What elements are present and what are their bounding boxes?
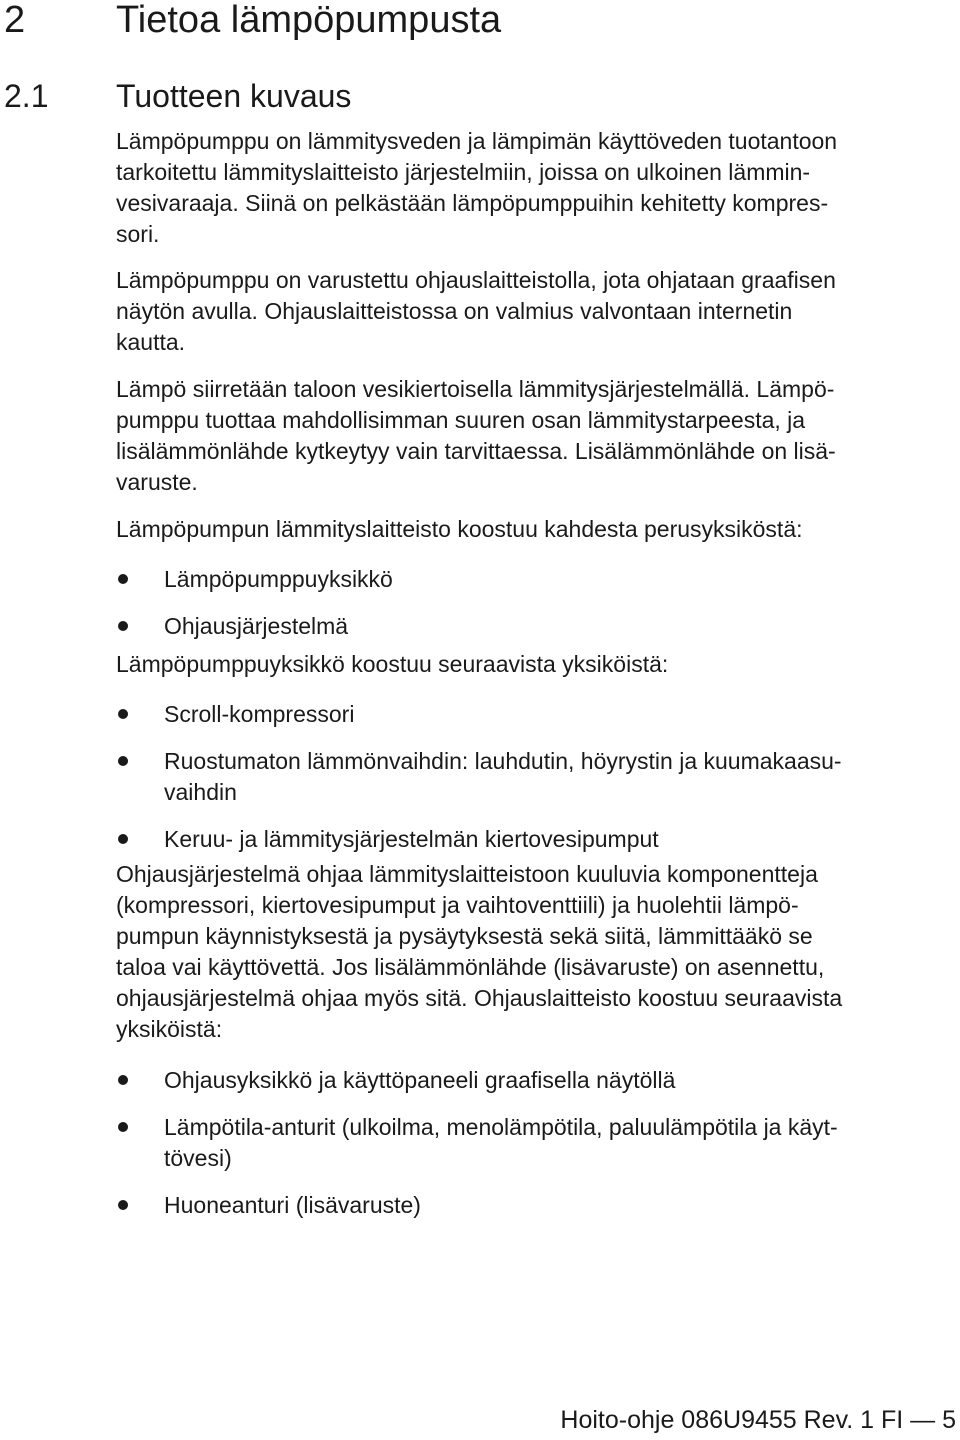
list-item-text: Lämpötila-anturit (ulkoilma, menolämpötila, paluulämpötila ja käyt-	[164, 1114, 838, 1140]
section-heading	[4, 76, 351, 116]
list-item-text: Lämpöpumppuyksikkö	[164, 566, 393, 592]
paragraph-line: kautta.	[116, 329, 186, 355]
bullet-icon	[118, 834, 128, 844]
paragraph-line: tarkoitettu lämmityslaitteisto järjestelmiin, joissa on ulkoinen lämmin-	[116, 159, 811, 185]
bullet-icon	[118, 1075, 128, 1085]
paragraph-line: Ohjausjärjestelmä ohjaa lämmityslaitteistoon kuuluvia komponentteja	[116, 861, 818, 887]
paragraph-line: pumppu tuottaa mahdollisimman suuren osan lämmitystarpeesta, ja	[116, 407, 806, 433]
list-item-text: vaihdin	[164, 779, 237, 805]
paragraph-control-system	[116, 859, 956, 1045]
list-item-text: Ohjausjärjestelmä	[164, 613, 349, 639]
control-equipment-components-list	[116, 1065, 956, 1237]
list-item	[116, 1112, 956, 1174]
main-units-list	[116, 564, 956, 658]
heat-pump-unit-components-list	[116, 699, 956, 871]
list-item	[116, 611, 956, 642]
paragraph-main-units-intro	[116, 514, 956, 545]
list-item	[116, 1190, 956, 1221]
paragraph-product-description	[116, 126, 956, 250]
list-item	[116, 824, 956, 855]
list-item-text: Huoneanturi (lisävaruste)	[164, 1192, 421, 1218]
paragraph-line: Lämpöpumppuyksikkö koostuu seuraavista yksiköistä:	[116, 651, 669, 677]
bullet-icon	[118, 756, 128, 766]
chapter-title: Tietoa lämpöpumpusta	[116, 0, 502, 41]
list-item	[116, 699, 956, 730]
chapter-heading	[4, 0, 501, 42]
list-item-text: Ohjausyksikkö ja käyttöpaneeli graafisella näytöllä	[164, 1067, 676, 1093]
bullet-icon	[118, 574, 128, 584]
paragraph-line: (kompressori, kiertovesipumput ja vaihtoventtiili) ja huolehtii lämpö-	[116, 892, 799, 918]
paragraph-heat-pump-unit-intro	[116, 649, 956, 680]
paragraph-line: Lämpöpumppu on varustettu ohjauslaitteistolla, jota ohjataan graafisen	[116, 267, 836, 293]
paragraph-heat-distribution	[116, 374, 956, 498]
paragraph-line: taloa vai käyttövettä. Jos lisälämmönlähde (lisävaruste) on asennettu,	[116, 954, 825, 980]
paragraph-line: varuste.	[116, 469, 198, 495]
paragraph-line: Lämpöpumpun lämmityslaitteisto koostuu kahdesta perusyksiköstä:	[116, 516, 803, 542]
bullet-icon	[118, 709, 128, 719]
paragraph-line: ohjausjärjestelmä ohjaa myös sitä. Ohjauslaitteisto koostuu seuraavista	[116, 985, 843, 1011]
list-item	[116, 564, 956, 595]
paragraph-line: sori.	[116, 221, 160, 247]
section-title: Tuotteen kuvaus	[116, 78, 352, 114]
paragraph-line: vesivaraaja. Siinä on pelkästään lämpöpumppuihin kehitetty kompres-	[116, 190, 829, 216]
paragraph-line: yksiköistä:	[116, 1016, 223, 1042]
list-item	[116, 1065, 956, 1096]
chapter-number: 2	[4, 0, 26, 41]
paragraph-line: pumpun käynnistyksestä ja pysäytyksestä sekä siitä, lämmittääkö se	[116, 923, 813, 949]
list-item-text: Ruostumaton lämmönvaihdin: lauhdutin, höyrystin ja kuumakaasu-	[164, 748, 842, 774]
paragraph-control-equipment	[116, 265, 956, 358]
list-item-text: Keruu- ja lämmitysjärjestelmän kiertovesipumput	[164, 826, 659, 852]
paragraph-line: lisälämmönlähde kytkeytyy vain tarvittaessa. Lisälämmönlähde on lisä-	[116, 438, 836, 464]
bullet-icon	[118, 1200, 128, 1210]
list-item	[116, 746, 956, 808]
paragraph-line: Lämpöpumppu on lämmitysveden ja lämpimän käyttöveden tuotantoon	[116, 128, 838, 154]
list-item-text: tövesi)	[164, 1145, 232, 1171]
section-number: 2.1	[4, 78, 49, 114]
bullet-icon	[118, 621, 128, 631]
page-footer: Hoito-ohje 086U9455 Rev. 1 FI — 5	[560, 1406, 956, 1434]
paragraph-line: Lämpö siirretään taloon vesikiertoisella lämmitysjärjestelmällä. Lämpö-	[116, 376, 835, 402]
paragraph-line: näytön avulla. Ohjauslaitteistossa on valmius valvontaan internetin	[116, 298, 793, 324]
list-item-text: Scroll-kompressori	[164, 701, 355, 727]
bullet-icon	[118, 1122, 128, 1132]
